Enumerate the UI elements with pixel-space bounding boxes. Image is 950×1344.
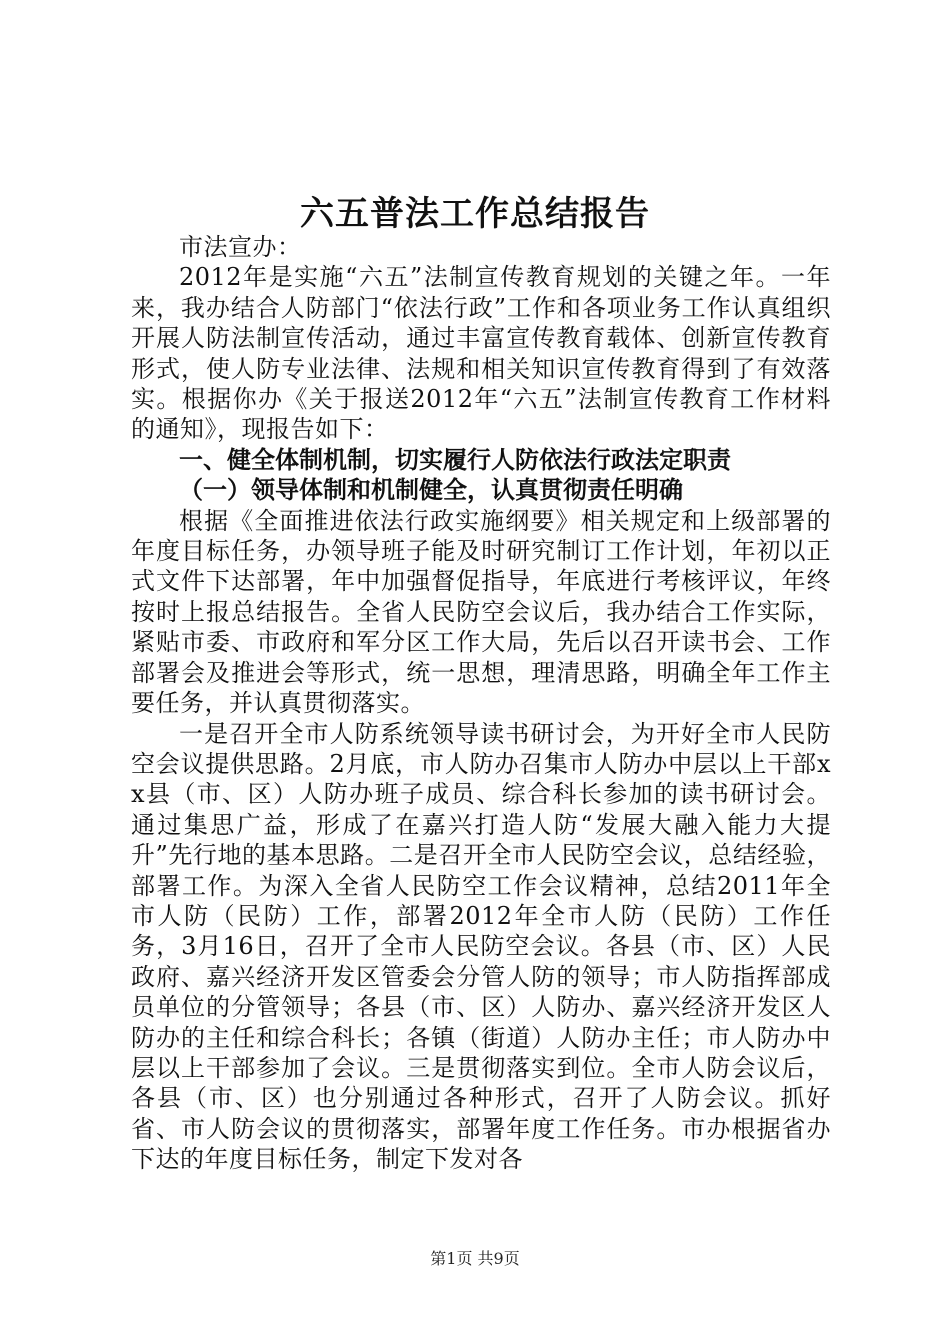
subsection-heading: （一）领导体制和机制健全，认真贯彻责任明确 bbox=[179, 476, 683, 505]
document-body bbox=[131, 232, 831, 1175]
page-number: 第1页 共9页 bbox=[430, 1249, 520, 1268]
intro-paragraph: 2012年是实施“六五”法制宣传教育规划的关键之年。一年来，我办结合人防部门“依法行政”工作和各项业务工作认真组织开展人防法制宣传活动，通过丰富宣传教育载体、创新宣传教育形式，使人防专业法律、法规和相关知识宣传教育得到了有效落实。根据你办《关于报送2012年“六五”法制宣传教育工作材料的通知》，现报告如下： bbox=[131, 263, 831, 444]
document-title: 六五普法工作总结报告 bbox=[300, 194, 650, 234]
salutation: 市法宣办： bbox=[179, 233, 302, 261]
body-paragraph: 根据《全面推进依法行政实施纲要》相关规定和上级部署的年度目标任务，办领导班子能及时研究制订工作计划，年初以正式文件下达部署，年中加强督促指导，年底进行考核评议，年终按时上报总结报告。全省人民防空会议后，我办结合工作实际，紧贴市委、市政府和军分区工作大局，先后以召开读书会、工作部署会及推进会等形式，统一思想，理清思路，明确全年工作主要任务，并认真贯彻落实。 bbox=[131, 506, 831, 718]
section-heading: 一、健全体制机制，切实履行人防依法行政法定职责 bbox=[179, 445, 731, 474]
body-paragraph: 一是召开全市人防系统领导读书研讨会，为开好全市人民防空会议提供思路。2月底，市人防办召集市人防办中层以上干部xx县（市、区）人防办班子成员、综合科长参加的读书研讨会。通过集思广益，形成了在嘉兴打造人防“发展大融入能力大提升”先行地的基本思路。二是召开全市人民防空会议，总结经验，部署工作。为深入全省人民防空工作会议精神，总结2011年全市人防（民防）工作，部署2012年全市人防（民防）工作任务，3月16日，召开了全市人民防空会议。各县（市、区）人民政府、嘉兴经济开发区管委会分管人防的领导；市人防指挥部成员单位的分管领导；各县（市、区）人防办、嘉兴经济开发区人防办的主任和综合科长；各镇（街道）人防办主任；市人防办中层以上干部参加了会议。三是贯彻落实到位。全市人防会议后，各县（市、区）也分别通过各种形式，召开了人防会议。抓好省、市人防会议的贯彻落实，部署年度工作任务。市办根据省办下达的年度目标任务，制定下发对各 bbox=[131, 719, 831, 1174]
